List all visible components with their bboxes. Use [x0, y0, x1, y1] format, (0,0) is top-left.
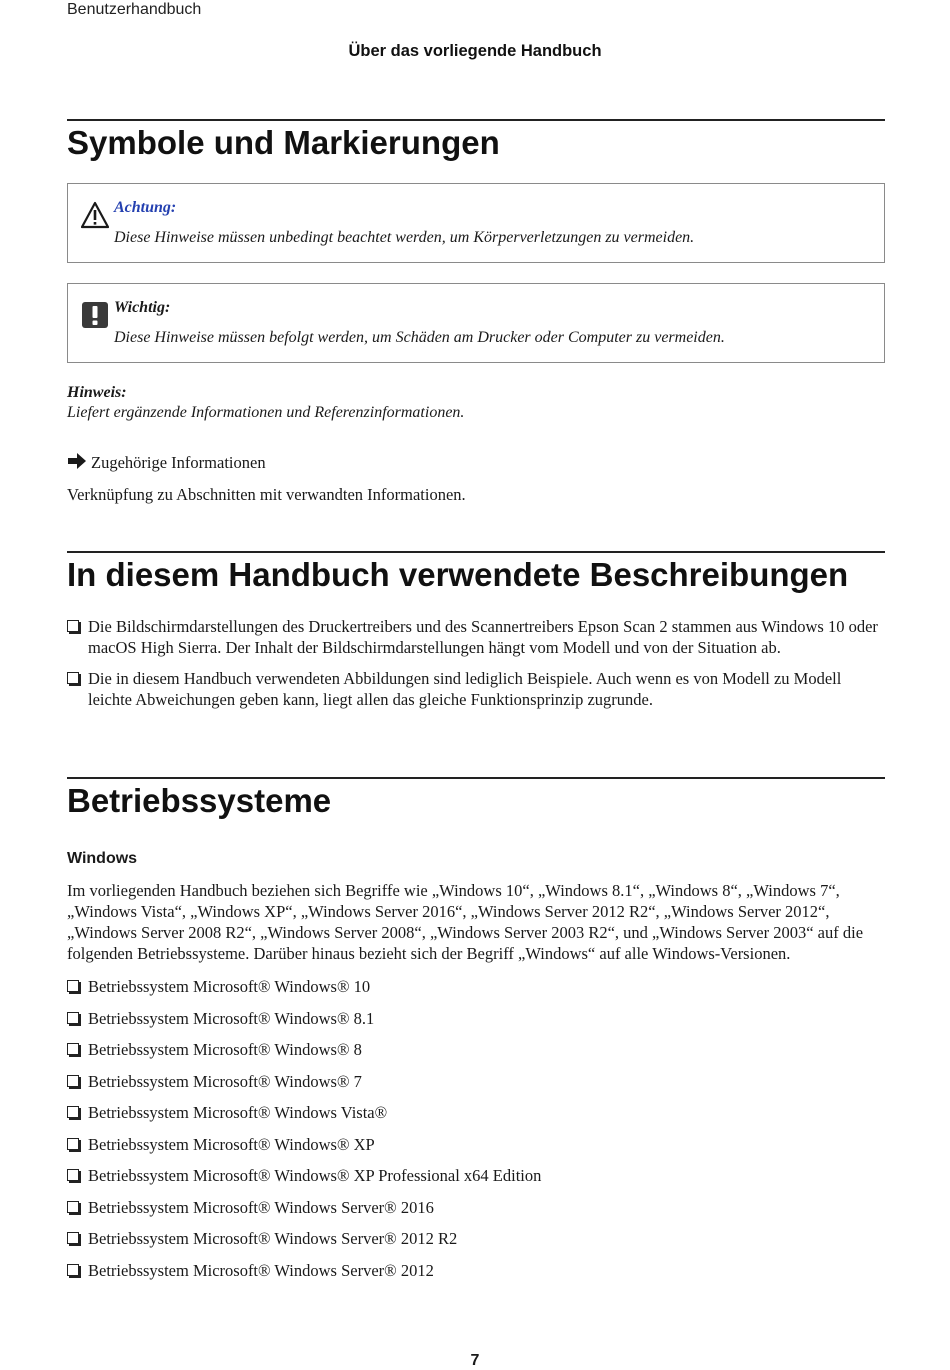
important-text: Diese Hinweise müssen befolgt werden, um Schäden am Drucker oder Computer zu vermeiden. — [114, 329, 725, 346]
caution-title: Achtung: — [114, 199, 177, 216]
list-item: Betriebssystem Microsoft® Windows® 8 — [67, 1039, 885, 1060]
checkbox-bullet-icon — [67, 1075, 79, 1087]
checkbox-bullet-icon — [67, 1264, 79, 1276]
section-descriptions — [67, 551, 885, 595]
section-symbols — [67, 119, 885, 163]
checkbox-bullet-icon — [67, 620, 79, 632]
list-item: Betriebssystem Microsoft® Windows® 10 — [67, 976, 885, 997]
section-title-symbols: Symbole und Markierungen — [67, 124, 500, 161]
section-os — [67, 777, 885, 821]
list-item: Die Bildschirmdarstellungen des Druckertreibers und des Scannertreibers Epson Scan 2 stammen aus Windows 10 oder macOS High Sierra. Der Inhalt der Bildschirmdarstellungen hängt vom Modell und von der Situation ab. — [67, 616, 885, 658]
section-rule — [67, 777, 885, 779]
warning-triangle-icon — [81, 201, 109, 229]
list-item: Betriebssystem Microsoft® Windows® XP — [67, 1134, 885, 1155]
arrow-right-icon — [67, 452, 87, 470]
checkbox-bullet-icon — [67, 1106, 79, 1118]
related-info-label: Zugehörige Informationen — [91, 453, 266, 472]
caution-box — [67, 183, 885, 263]
windows-heading: Windows — [67, 850, 138, 867]
caution-text: Diese Hinweise müssen unbedingt beachtet werden, um Körperverletzungen zu vermeiden. — [114, 229, 695, 246]
section-title-descriptions: In diesem Handbuch verwendete Beschreibungen — [67, 556, 849, 593]
checkbox-bullet-icon — [67, 980, 79, 992]
list-item: Betriebssystem Microsoft® Windows Server® 2012 — [67, 1260, 885, 1281]
section-title-os: Betriebssysteme — [67, 782, 332, 819]
exclamation-square-icon — [81, 301, 109, 329]
windows-paragraph: Im vorliegenden Handbuch beziehen sich Begriffe wie „Windows 10“, „Windows 8.1“, „Windows 8“, „Windows 7“, „Windows Vista“, „Windows XP“, „Windows Server 2016“, „Windows Server 2012 R2“, „Windows Server 2012“, „Windows Server 2008 R2“, „Windows Server 2008“, „Windows Server 2003 R2“, und „Windows Server 2003“ auf die folgenden Betriebssysteme. Darüber hinaus bezieht sich der Begriff „Windows“ auf alle Windows-Versionen. — [67, 881, 864, 963]
list-item: Betriebssystem Microsoft® Windows® 8.1 — [67, 1008, 885, 1029]
os-list — [67, 976, 885, 1281]
page-number: 7 — [470, 1352, 480, 1369]
running-head: Benutzerhandbuch — [67, 1, 202, 18]
chapter-title: Über das vorliegende Handbuch — [348, 42, 602, 60]
important-title: Wichtig: — [114, 299, 171, 316]
related-info-text: Verknüpfung zu Abschnitten mit verwandten Informationen. — [67, 485, 466, 504]
checkbox-bullet-icon — [67, 1138, 79, 1150]
checkbox-bullet-icon — [67, 672, 79, 684]
list-item: Betriebssystem Microsoft® Windows Server® 2012 R2 — [67, 1228, 885, 1249]
list-item: Die in diesem Handbuch verwendeten Abbildungen sind lediglich Beispiele. Auch wenn es von Modell zu Modell leichte Abweichungen geben kann, liegt allen das gleiche Funktionsprinzip zugrunde. — [67, 668, 885, 710]
note-title: Hinweis: — [67, 384, 127, 401]
related-info — [67, 452, 266, 473]
list-item: Betriebssystem Microsoft® Windows® XP Professional x64 Edition — [67, 1165, 885, 1186]
checkbox-bullet-icon — [67, 1232, 79, 1244]
section-rule — [67, 551, 885, 553]
section-rule — [67, 119, 885, 121]
descriptions-list — [67, 616, 885, 710]
list-item: Betriebssystem Microsoft® Windows Vista® — [67, 1102, 885, 1123]
checkbox-bullet-icon — [67, 1012, 79, 1024]
important-box — [67, 283, 885, 363]
checkbox-bullet-icon — [67, 1169, 79, 1181]
list-item: Betriebssystem Microsoft® Windows® 7 — [67, 1071, 885, 1092]
checkbox-bullet-icon — [67, 1043, 79, 1055]
list-item: Betriebssystem Microsoft® Windows Server® 2016 — [67, 1197, 885, 1218]
checkbox-bullet-icon — [67, 1201, 79, 1213]
note-text: Liefert ergänzende Informationen und Referenzinformationen. — [67, 404, 465, 421]
